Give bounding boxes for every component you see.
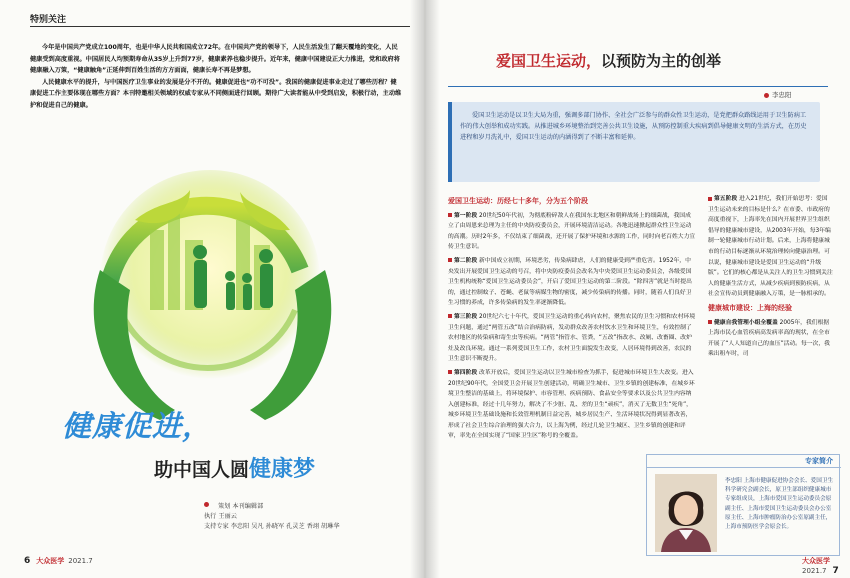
- author: [764, 90, 792, 99]
- bullet-square-icon: [708, 197, 712, 201]
- section-tag: 特别关注: [30, 15, 67, 25]
- expert-heading: 专家简介: [647, 455, 841, 468]
- body-column-1: [448, 194, 696, 445]
- stage-paragraph: 第四阶段 改革开放后，爱国卫生运动以卫生城市检查为抓手，促进城市环境卫生大改变。进入20世纪90年代，全国爱卫会开展卫生创建活动，明确卫生城市、卫生乡镇的创建标准，在城乡环境卫生整洁的基础上，将环境保护、市容管理、疾病预防、食品安全等要求以及公共卫生内容纳入创建标准，经过十几年努力，解决了不少脏、乱、差的卫生“顽疾”，消灭了无数卫生“死角”，城乡环境卫生基础设施和长效管理机制日益完善，城乡居民生产、生活环境状况得到显著改善，形成了社会卫生综合治理的强大合力，以上海为例，经过几轮卫生城区、卫生乡镇的创建和评审，率先在全国实现了“国家卫生区”称号的全覆盖。: [448, 369, 695, 440]
- credits: [204, 502, 340, 532]
- article-title-red: 爱国卫生运动，: [496, 52, 602, 70]
- right-magazine-name: 大众医学: [802, 557, 830, 565]
- portrait-image: [655, 474, 717, 552]
- right-issue-date: 2021.7: [802, 567, 827, 575]
- book-gutter: [410, 0, 440, 578]
- main-title: 健康促进，: [62, 409, 213, 443]
- bullet-dot-icon: [204, 502, 209, 507]
- abstract-box: 爱国卫生运动是以卫生大局为重，强调多部门协作、全社会广泛参与的群众性卫生运动，是党把群众路线运用于卫生防病工作的伟大创举和成功实践。从推进城乡环境整治到完善公共卫生设施，从预防控制重大疾病到倡导健康文明的生活方式，在历史进程和岁月洗礼中，爱国卫生运动的内涵得到了不断丰富和延伸。: [448, 102, 820, 182]
- section-heading-1: 爱国卫生运动：历经七十多年，分为五个阶段: [448, 197, 588, 205]
- bullet-square-icon: [708, 320, 712, 324]
- credit-experts: 支持专家 李忠阳 吴凡 孙晓军 孔灵芝 香翊 胡琳华: [204, 523, 340, 530]
- stage-paragraph: 第五阶段 进入21世纪，我们开始思考：爱国卫生运动未来的目标是什么？在市委、市政府的高度重视下，上海率先在国内开展世界卫生组织倡导的健康城市建设，从2003年开始，每3年编制一轮健康城市行动计划。后来，上海将健康城市的行动目标逐渐从环境治理转向健康治理。可以说，健康城市建设是爱国卫生运动的“升级版”。它们的核心都是从关注人的卫生习惯到关注人的健康生活方式，从减少疾病到预防疾病，从社会宣传动员到健康融入万策，是一脉相承的。: [708, 196, 833, 298]
- expert-portrait: [655, 474, 717, 552]
- abstract-bar: [448, 102, 452, 182]
- stage-paragraph: 第二阶段 新中国成立初期，环境恶劣，传染病肆虐，人们的健康受到严重危害。1952年，中央发出开展爱国卫生运动的号召，将中央防疫委员会改名为中央爱国卫生运动委员会，各级爱国卫生机构统称“爱国卫生运动委员会”，开启了爱国卫生运动的第二阶段。“除四害”就是当时提出的，通过控制蚊子、苍蝇、老鼠等病媒生物的密度，减少传染病的传播。同时，随着人们良好卫生习惯的养成，许多传染病的发生率逐渐降低。: [448, 257, 692, 307]
- bullet-square-icon: [448, 314, 452, 318]
- credit-executor: 执行 王丽云: [204, 513, 237, 520]
- right-page-number: 7: [832, 566, 839, 576]
- intro-paragraph-1: 今年是中国共产党成立100周年，也是中华人民共和国成立72年。在中国共产党的领导下，人民生活发生了翻天覆地的变化，人民健康受到高度重视。中国居民人均预期寿命从35岁上升到77岁，健康素养也稳步提升。近年来，健康中国建设正大力推进，党和政府将健康融入万策，“健康触角”正延伸到百姓生活的方方面面，健康长寿不再是梦想。: [30, 44, 400, 74]
- author-dot-icon: [764, 93, 769, 98]
- credit-planner: 策划 本刊编辑部: [218, 503, 264, 510]
- right-page: [426, 0, 850, 578]
- bullet-square-icon: [448, 213, 452, 217]
- section-heading-2: 健康城市建设：上海的经验: [708, 303, 792, 312]
- left-page: [0, 0, 424, 578]
- body-column-2: [708, 194, 833, 363]
- section-rule: [30, 26, 410, 27]
- sub-title: [154, 452, 315, 483]
- article-title-black: 以预防为主的创举: [601, 52, 722, 70]
- bullet-square-icon: [448, 258, 452, 262]
- author-name: 李忠阳: [772, 91, 792, 99]
- left-folio: [24, 556, 93, 566]
- stage-paragraph: 第三阶段 20世纪六七十年代，爱国卫生运动的重心转向农村，聚焦农民的卫生习惯和农村环境卫生问题，通过“两管五改”结合治病防病，发动群众改善农村饮水卫生和环境卫生，有效控制了农村地区的传染病和寄生虫等疾病。“两管”指管水、管粪，“五改”指改水、改厕、改畜圈、改炉灶及改良环境。通过一系列爱国卫生工作，农村卫生面貌发生改变，人居环境得到改善，农民的卫生意识不断提升。: [448, 313, 696, 363]
- stage-paragraph: 第一阶段 20世纪50年代初，为彻底粉碎敌人在我国东北地区和朝鲜战场上的细菌战，我国成立了由周恩来总理为主任的中央防疫委员会，开展环境清洁运动。各地迅速掀起群众性卫生运动的高潮。历时2年多，不仅结束了细菌战，还开展了保护环境和水源的工作，同时向老百姓大力宣传卫生意识。: [448, 212, 696, 251]
- sub-title-prefix: 助中国人圆: [154, 459, 250, 481]
- right-folio: [802, 556, 850, 576]
- expert-profile-box: [646, 454, 840, 556]
- left-magazine-name: 大众医学: [36, 557, 65, 565]
- expert-bio: 李忠阳 上海市健康促进协会会长、爱国卫生科学研究会副会长，原卫生部组织健康城市专家组成员，上海市爱国卫生运动委员会原副主任、上海市爱国卫生运动委员会办公室原主任、上海市肿瘤防治办公室原副主任，上海市预防医学会原会长。: [725, 478, 834, 531]
- sub-title-highlight: 健康梦: [249, 456, 316, 482]
- stage-paragraph: 健康自我管理小组全覆盖 2005年，我们根据上海市民心血管疾病高发病率高的现状，在全市开展了“人人知道自己的血压”活动。每一次，我乘出租车时，司: [708, 319, 830, 358]
- intro-paragraph-2: 人民健康水平的提升，与中国医疗卫生事业的发展是分不开的。健康促进也“功不可没”。我国的健康促进事业走过了哪些历程？健康促进工作主要体现在哪些方面？本刊特邀相关领域的权威专家从不同侧面进行回顾。期待广大读者能从中受到启发，积极行动，主动维护和促进自己的健康。: [30, 78, 402, 109]
- intro-text: [30, 42, 402, 111]
- left-issue-date: 2021.7: [68, 557, 93, 565]
- title-rule: [448, 86, 828, 87]
- left-page-number: 6: [24, 556, 31, 566]
- article-title: [496, 50, 721, 71]
- bullet-square-icon: [448, 370, 452, 374]
